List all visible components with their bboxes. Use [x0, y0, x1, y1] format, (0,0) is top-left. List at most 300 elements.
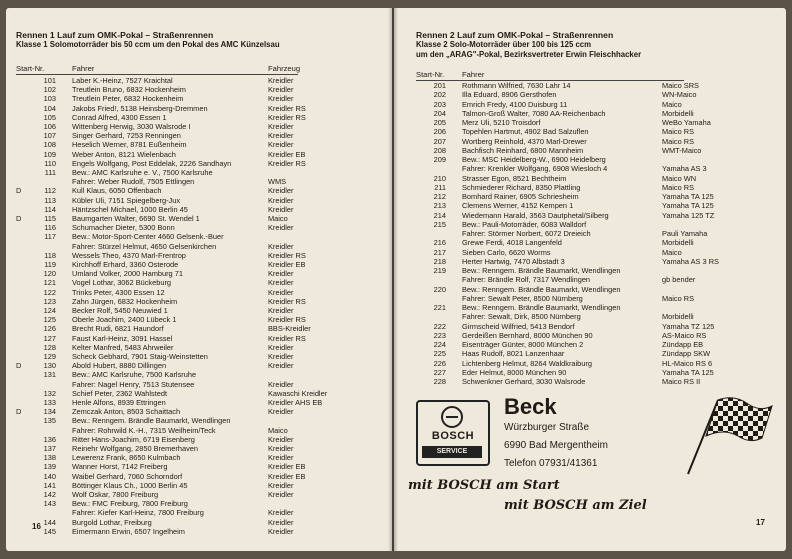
driver-name: Ritter Hans-Joachim, 6719 Eisenberg [72, 434, 195, 444]
start-number: 145 [43, 526, 56, 536]
entry-row [16, 140, 316, 149]
driver-name: Wittenberg Herwig, 3030 Walsrode I [72, 122, 191, 131]
start-number: 101 [43, 76, 56, 85]
entry-row [416, 285, 776, 294]
ad-slogan-start: mit BOSCH am Start [408, 478, 560, 493]
driver-name: Kull Klaus, 6050 Offenbach [72, 186, 162, 196]
start-number: 138 [43, 453, 56, 463]
vehicle: Maico [268, 214, 288, 223]
vehicle: Kreidler [268, 186, 294, 196]
driver-name: Wessels Theo, 4370 Marl-Frentrop [72, 250, 186, 260]
entry-row [16, 251, 316, 260]
entry-row [16, 407, 316, 416]
start-number: 214 [433, 210, 446, 220]
start-number: 125 [43, 315, 56, 325]
entry-row [416, 109, 776, 118]
driver-name: Wiedemann Harald, 3563 Dautphetal/Silberg [462, 210, 609, 220]
start-number: 132 [43, 388, 56, 398]
entry-flag: D [16, 361, 22, 371]
driver-name: Sieben Carlo, 6620 Worms [462, 247, 551, 257]
driver-name: Bew.: Renngem. Brändle Baumarkt, Wendlingen [72, 416, 231, 426]
vehicle: Kreidler [268, 526, 294, 536]
entry-row [416, 368, 776, 377]
start-number: 142 [43, 490, 56, 499]
page-number-left: 16 [32, 522, 41, 531]
vehicle: Kreidler RS [268, 112, 306, 122]
vehicle: Kreidler RS [268, 333, 306, 343]
vehicle: Kreidler AHS EB [268, 398, 323, 407]
entry-row [16, 85, 316, 94]
driver-name: Faust Karl-Heinz, 3091 Hassel [72, 333, 173, 343]
start-number: 218 [433, 256, 446, 266]
vehicle: Kreidler [268, 223, 294, 233]
driver-name: Zahn Jürgen, 6832 Hockenheim [72, 296, 178, 306]
vehicle: Morbidelli [662, 312, 694, 322]
vehicle: Kreidler EB [268, 260, 306, 269]
driver-name: Fahrer: Stürzel Helmut, 4650 Gelsenkirchen [72, 241, 217, 251]
driver-name: Wolf Oskar, 7800 Freiburg [72, 490, 159, 499]
entry-row [16, 297, 316, 306]
bosch-service-label: SERVICE [422, 446, 482, 458]
entry-flag: D [16, 186, 22, 196]
vehicle: Kreidler [268, 204, 294, 214]
driver-name: Fahrer: Nagel Henry, 7513 Stutensee [72, 379, 195, 389]
vehicle: Yamaha AS 3 [662, 164, 707, 174]
driver-name: Bew.: MSC Heidelberg-W., 6900 Heidelberg [462, 155, 606, 164]
start-number: 206 [433, 127, 446, 137]
vehicle: Yamaha 125 TZ [662, 210, 715, 220]
entry-row [16, 462, 316, 471]
driver-name: Schwenkner Gerhard, 3030 Walsrode [462, 377, 586, 386]
driver-name: Bachfisch Reinhard, 6800 Mannheim [462, 145, 584, 155]
vehicle: Kreidler [268, 407, 294, 417]
start-number: 204 [433, 108, 446, 118]
entry-row [416, 90, 776, 99]
start-number: 103 [43, 94, 56, 104]
vehicle: Kreidler EB [268, 471, 306, 481]
header-rule [16, 74, 298, 75]
vehicle: Kreidler [268, 241, 294, 251]
entry-row [16, 435, 316, 444]
start-number: 126 [43, 324, 56, 334]
start-number: 217 [433, 247, 446, 257]
driver-name: Bew.: Pauli-Motorräder, 6083 Walldorf [462, 219, 587, 229]
vehicle: Morbidelli [662, 108, 694, 118]
vehicle: Kreidler EB [268, 462, 306, 472]
start-number: 119 [44, 260, 56, 269]
driver-name: Kelter Manfred, 5483 Ahrweiler [72, 342, 174, 352]
driver-name: Bew.: Motor-Sport-Center 4660 Gelsenk.-Buer [72, 232, 224, 242]
entry-row [416, 340, 776, 349]
vehicle: Kreidler [268, 379, 294, 389]
start-number: 102 [43, 85, 56, 95]
entry-row [16, 159, 316, 168]
vehicle: Maico [662, 99, 682, 109]
entry-row [416, 248, 776, 257]
driver-name: Schmiederer Richard, 8350 Plattling [462, 182, 581, 192]
entry-row [416, 275, 776, 284]
entry-row [16, 242, 316, 251]
vehicle: Maico [662, 247, 682, 257]
start-number: 110 [44, 158, 56, 168]
checkered-flag-icon [678, 396, 774, 476]
driver-name: Clemens Werner, 4152 Kempen 1 [462, 201, 574, 211]
race-2-title: Rennen 2 Lauf zum OMK-Pokal – Straßenrennen [416, 30, 614, 40]
start-number: 210 [433, 173, 446, 183]
start-number: 226 [433, 358, 446, 368]
driver-name: Fahrer: Sewalt Peter, 8500 Nürnberg [462, 293, 583, 303]
entry-row [416, 331, 776, 340]
entry-row [416, 155, 776, 164]
vehicle: Maico RS [662, 293, 695, 303]
start-number: 124 [43, 306, 56, 315]
entry-row [16, 324, 316, 333]
entry-row [416, 303, 776, 312]
entry-row [16, 278, 316, 287]
driver-name: Illa Eduard, 8906 Gersthofen [462, 90, 557, 100]
entry-row [416, 229, 776, 238]
entry-row [16, 518, 316, 527]
start-number: 127 [43, 333, 56, 343]
vehicle: Kreidler RS [268, 158, 306, 168]
vehicle: Kreidler [268, 195, 294, 205]
left-page [6, 8, 392, 551]
start-number: 207 [433, 136, 446, 146]
entry-row [16, 76, 316, 85]
vehicle: Maico RS [662, 136, 695, 146]
start-number: 121 [43, 278, 56, 288]
entry-row [16, 205, 316, 214]
entry-row [416, 100, 776, 109]
entry-row [416, 220, 776, 229]
start-number: 222 [433, 321, 446, 331]
vehicle: Kreidler [268, 508, 294, 518]
start-number: 137 [43, 444, 56, 453]
start-number: 122 [43, 287, 56, 297]
entry-row [16, 94, 316, 103]
driver-name: Burgold Lothar, Freiburg [72, 517, 152, 527]
start-number: 111 [44, 168, 56, 177]
entry-row [416, 118, 776, 127]
driver-name: Heselich Werner, 8781 Eußenheim [72, 140, 187, 150]
driver-name: Topehlen Hartmut, 4902 Bad Salzuflen [462, 127, 589, 137]
start-number: 202 [433, 90, 446, 100]
vehicle: Kreidler [268, 122, 294, 131]
start-number: 104 [43, 103, 56, 113]
entry-row [416, 322, 776, 331]
col-vehicle-header: Fahrzeug [268, 64, 301, 73]
start-number: 134 [43, 407, 56, 417]
entry-row [16, 232, 316, 241]
driver-name: Umland Volker, 2000 Hamburg 71 [72, 269, 183, 279]
entry-flag: D [16, 214, 22, 223]
vehicle: Maico RS [662, 127, 695, 137]
page-number-right: 17 [756, 518, 765, 527]
vehicle: Kreidler [268, 490, 294, 499]
vehicle: Yamaha AS 3 RS [662, 256, 719, 266]
driver-name: Böttinger Klaus Ch., 1000 Berlin 45 [72, 480, 188, 490]
entry-row [16, 315, 316, 324]
vehicle: Yamaha TA 125 [662, 201, 714, 211]
start-number: 215 [433, 219, 446, 229]
vehicle: Kreidler [268, 85, 294, 95]
entry-row [416, 174, 776, 183]
start-number: 120 [43, 269, 56, 279]
start-number: 130 [43, 361, 56, 371]
vehicle: Kawaschi Kreidler [268, 388, 328, 398]
start-number: 205 [433, 118, 446, 127]
driver-name: Talmon-Groß Walter, 7080 AA-Reichenbach [462, 108, 606, 118]
entry-row [16, 177, 316, 186]
driver-name: Waibel Gerhard, 7060 Schorndorf [72, 471, 183, 481]
start-number: 208 [433, 145, 446, 155]
col-driver-header: Fahrer [72, 64, 95, 73]
entry-row [16, 122, 316, 131]
entry-row [16, 388, 328, 398]
driver-name: Eder Helmut, 8000 München 90 [462, 367, 567, 377]
driver-name: Trinks Peter, 4300 Essen 12 [72, 287, 165, 297]
vehicle: Maico WN [662, 173, 697, 183]
vehicle: Kreidler [268, 306, 294, 315]
driver-name: Becker Rolf, 5450 Neuwied 1 [72, 306, 168, 315]
entry-row [16, 380, 316, 389]
entry-row [16, 186, 316, 195]
start-number: 118 [44, 250, 56, 260]
start-number: 143 [43, 499, 56, 509]
vehicle: Kreidler [268, 269, 294, 279]
vehicle: Maico RS II [662, 377, 701, 386]
entry-row [416, 146, 776, 155]
start-number: 136 [43, 434, 56, 444]
vehicle: Kreidler [268, 517, 294, 527]
vehicle: Kreidler [268, 444, 294, 453]
driver-name: Fahrer: Brändle Rolf, 7317 Wendlingen [462, 275, 591, 285]
start-number: 105 [43, 112, 56, 122]
driver-name: Kübler Uli, 7151 Spiegelberg-Jux [72, 195, 181, 205]
driver-name: Conrad Alfred, 4300 Essen 1 [72, 112, 167, 122]
page-gutter [388, 8, 398, 551]
entry-row [16, 472, 316, 481]
start-number: 114 [44, 204, 56, 214]
entry-row [16, 288, 316, 297]
vehicle: Kreidler [268, 480, 294, 490]
driver-name: Fahrer: Kiefer Karl-Heinz, 7800 Freiburg [72, 508, 204, 518]
driver-name: Jakobs Fried!, 5138 Heinsberg-Dremmen [72, 103, 208, 113]
driver-name: Bew.: AMC Karlsruhe e. V., 7500 Karlsruhe [72, 168, 213, 177]
driver-name: Girmscheid Wilfried, 5413 Bendorf [462, 321, 575, 331]
vehicle: Morbidelli [662, 238, 694, 248]
driver-name: Wanner Horst, 7142 Freiberg [72, 462, 168, 472]
driver-name: Baumgarten Walter, 6690 St. Wendel 1 [72, 214, 200, 223]
vehicle: Kreidler RS [268, 296, 306, 306]
entry-row [16, 352, 316, 361]
ad-phone: Telefon 07931/41361 [504, 458, 598, 469]
start-number: 213 [433, 201, 446, 211]
driver-name: Weber Anton, 8121 Wielenbach [72, 149, 176, 159]
driver-name: Gerdeißen Bernhard, 8000 München 90 [462, 330, 593, 340]
driver-name: Laber K.-Heinz, 7527 Kraichtal [72, 76, 173, 85]
entry-row [416, 349, 776, 358]
vehicle: Kreidler [268, 342, 294, 352]
entry-row [16, 416, 316, 425]
entry-row [16, 527, 316, 536]
driver-name: Bew.: Renngem. Brändle Baumarkt, Wendlingen [462, 303, 621, 312]
entry-row [416, 238, 776, 247]
vehicle: Kreidler [268, 352, 294, 361]
entry-flag: D [16, 407, 22, 417]
driver-name: Haas Rudolf, 8021 Lanzenhaar [462, 349, 565, 359]
start-number: 109 [43, 149, 56, 159]
driver-name: Henle Alfons, 8939 Ettringen [72, 398, 166, 407]
right-page [394, 8, 786, 551]
vehicle: BBS-Kreidler [268, 324, 311, 334]
vehicle: WMT-Maico [662, 145, 702, 155]
race-1-title: Rennen 1 Lauf zum OMK-Pokal – Straßenrennen [16, 30, 214, 40]
vehicle: gb bender [662, 275, 696, 285]
vehicle: Maico SRS [662, 81, 699, 90]
driver-name: Fahrer: Sewalt, Dirk, 8500 Nürnberg [462, 312, 581, 322]
vehicle: Kreidler [268, 453, 294, 463]
driver-name: Treutlein Bruno, 6832 Hockenheim [72, 85, 186, 95]
vehicle: Yamaha TA 125 [662, 367, 714, 377]
driver-name: Kirchhoff Erhard, 3360 Osterode [72, 260, 179, 269]
driver-name: Herter Hartwig, 7470 Albstadt 3 [462, 256, 565, 266]
driver-name: Lichtenberg Helmut, 8264 Waldkraiburg [462, 358, 592, 368]
ad-street: Würzburger Straße [504, 422, 590, 433]
start-number: 115 [44, 214, 56, 223]
entry-row [416, 81, 776, 90]
start-number: 223 [433, 330, 446, 340]
entry-row [16, 104, 316, 113]
col-start-header: Start-Nr. [16, 64, 45, 73]
start-number: 203 [433, 99, 446, 109]
entry-row [16, 453, 316, 462]
ad-city: 6990 Bad Mergentheim [504, 440, 608, 451]
driver-name: Bew.: AMC Karlsruhe, 7500 Karlsruhe [72, 370, 197, 380]
vehicle: WN-Maico [662, 90, 697, 100]
start-number: 107 [43, 131, 56, 141]
vehicle: Kreidler RS [268, 315, 306, 325]
start-number: 212 [433, 192, 446, 201]
vehicle: Kreidler [268, 434, 294, 444]
entry-row [16, 343, 316, 352]
entry-row [16, 196, 316, 205]
start-number: 225 [433, 349, 446, 359]
start-number: 227 [433, 367, 446, 377]
driver-name: Bew.: Renngem. Brändle Baumarkt, Wendlingen [462, 284, 621, 294]
entry-row [16, 334, 316, 343]
advertisement [408, 394, 776, 524]
entry-row [16, 481, 316, 490]
driver-name: Zemczak Anton, 8503 Schaittach [72, 407, 181, 417]
driver-name: Strasser Egon, 8521 Bechtheim [462, 173, 567, 183]
entry-row [16, 168, 316, 177]
entry-row [16, 370, 316, 379]
start-number: 228 [433, 377, 446, 386]
entry-row [16, 306, 316, 315]
entry-row [16, 426, 316, 435]
driver-name: Bew.: FMC Freiburg, 7800 Freiburg [72, 499, 188, 509]
vehicle: Zündapp EB [662, 340, 704, 349]
start-number: 129 [43, 352, 56, 361]
driver-name: Lewerenz Frank, 8650 Kulmbach [72, 453, 181, 463]
driver-name: Bomhard Rainer, 6905 Schriesheim [462, 192, 579, 201]
col-start-header-r: Start-Nr. [416, 70, 445, 79]
driver-name: Vogel Lothar, 3062 Bückeburg [72, 278, 172, 288]
start-number: 128 [43, 342, 56, 352]
start-number: 216 [433, 238, 446, 248]
driver-name: Merz Uli, 5210 Troisdorf [462, 118, 541, 127]
vehicle: Maico RS [662, 182, 695, 192]
race-1-class: Klasse 1 Solomotorräder bis 50 ccm um den Pokal des AMC Künzelsau [16, 40, 280, 49]
entry-row [16, 490, 316, 499]
entry-row [16, 444, 316, 453]
vehicle: Kreidler [268, 131, 294, 141]
start-number: 131 [43, 370, 56, 380]
vehicle: Kreidler [268, 287, 294, 297]
start-number: 112 [44, 186, 56, 196]
vehicle: Zündapp SKW [662, 349, 711, 359]
start-number: 221 [433, 303, 446, 312]
entry-row [416, 257, 776, 266]
driver-name: Brecht Rudi, 6821 Haundorf [72, 324, 164, 334]
entry-row [16, 113, 316, 122]
entry-row [416, 192, 776, 201]
driver-name: Fahrer: Rohrwild K.-H., 7315 Weilheim/Teck [72, 425, 216, 435]
entry-row [16, 361, 316, 370]
vehicle: HL-Maico RS 6 [662, 358, 713, 368]
driver-name: Schumacher Dieter, 5300 Bonn [72, 223, 175, 233]
bosch-service-logo [416, 400, 490, 466]
vehicle: Kreidler [268, 140, 294, 150]
entry-row [416, 266, 776, 275]
vehicle: Pauli Yamaha [662, 229, 708, 238]
start-number: 116 [44, 223, 56, 233]
vehicle: Yamaha TZ 125 [662, 321, 715, 331]
start-number: 144 [43, 517, 56, 527]
driver-name: Oberle Joachim, 2400 Lübeck 1 [72, 315, 177, 325]
vehicle: Maico [268, 425, 288, 435]
start-number: 123 [43, 296, 56, 306]
start-number: 201 [433, 81, 446, 90]
driver-name: Schief Peter, 2362 Wahlstedt [72, 388, 168, 398]
entry-row [16, 131, 316, 140]
start-number: 108 [43, 140, 56, 150]
start-number: 211 [434, 182, 446, 192]
entry-row [416, 164, 776, 173]
entry-row [16, 223, 316, 232]
start-number: 141 [43, 480, 56, 490]
start-number: 139 [43, 462, 56, 472]
vehicle: Kreidler [268, 76, 294, 85]
driver-name: Eisenträger Günter, 8000 München 2 [462, 340, 584, 349]
entry-row [16, 269, 316, 278]
entry-row [416, 183, 776, 192]
driver-name: Fahrer: Weber Rudolf, 7505 Ettlingen [72, 177, 195, 187]
start-number: 220 [433, 284, 446, 294]
entry-row [416, 294, 776, 303]
entry-row [416, 201, 776, 210]
vehicle: Yamaha TA 125 [662, 192, 714, 201]
vehicle: Kreidler [268, 94, 294, 104]
driver-name: Engels Wolfgang, Post Eddelak, 2226 Sandhayn [72, 158, 232, 168]
entry-row [416, 211, 776, 220]
driver-name: Rothmann Wilfried, 7630 Lahr 14 [462, 81, 571, 90]
entry-row [16, 508, 316, 517]
driver-name: Wortberg Reinhold, 4370 Marl-Drewer [462, 136, 587, 146]
start-number: 140 [43, 471, 56, 481]
vehicle: Kreidler EB [268, 149, 306, 159]
